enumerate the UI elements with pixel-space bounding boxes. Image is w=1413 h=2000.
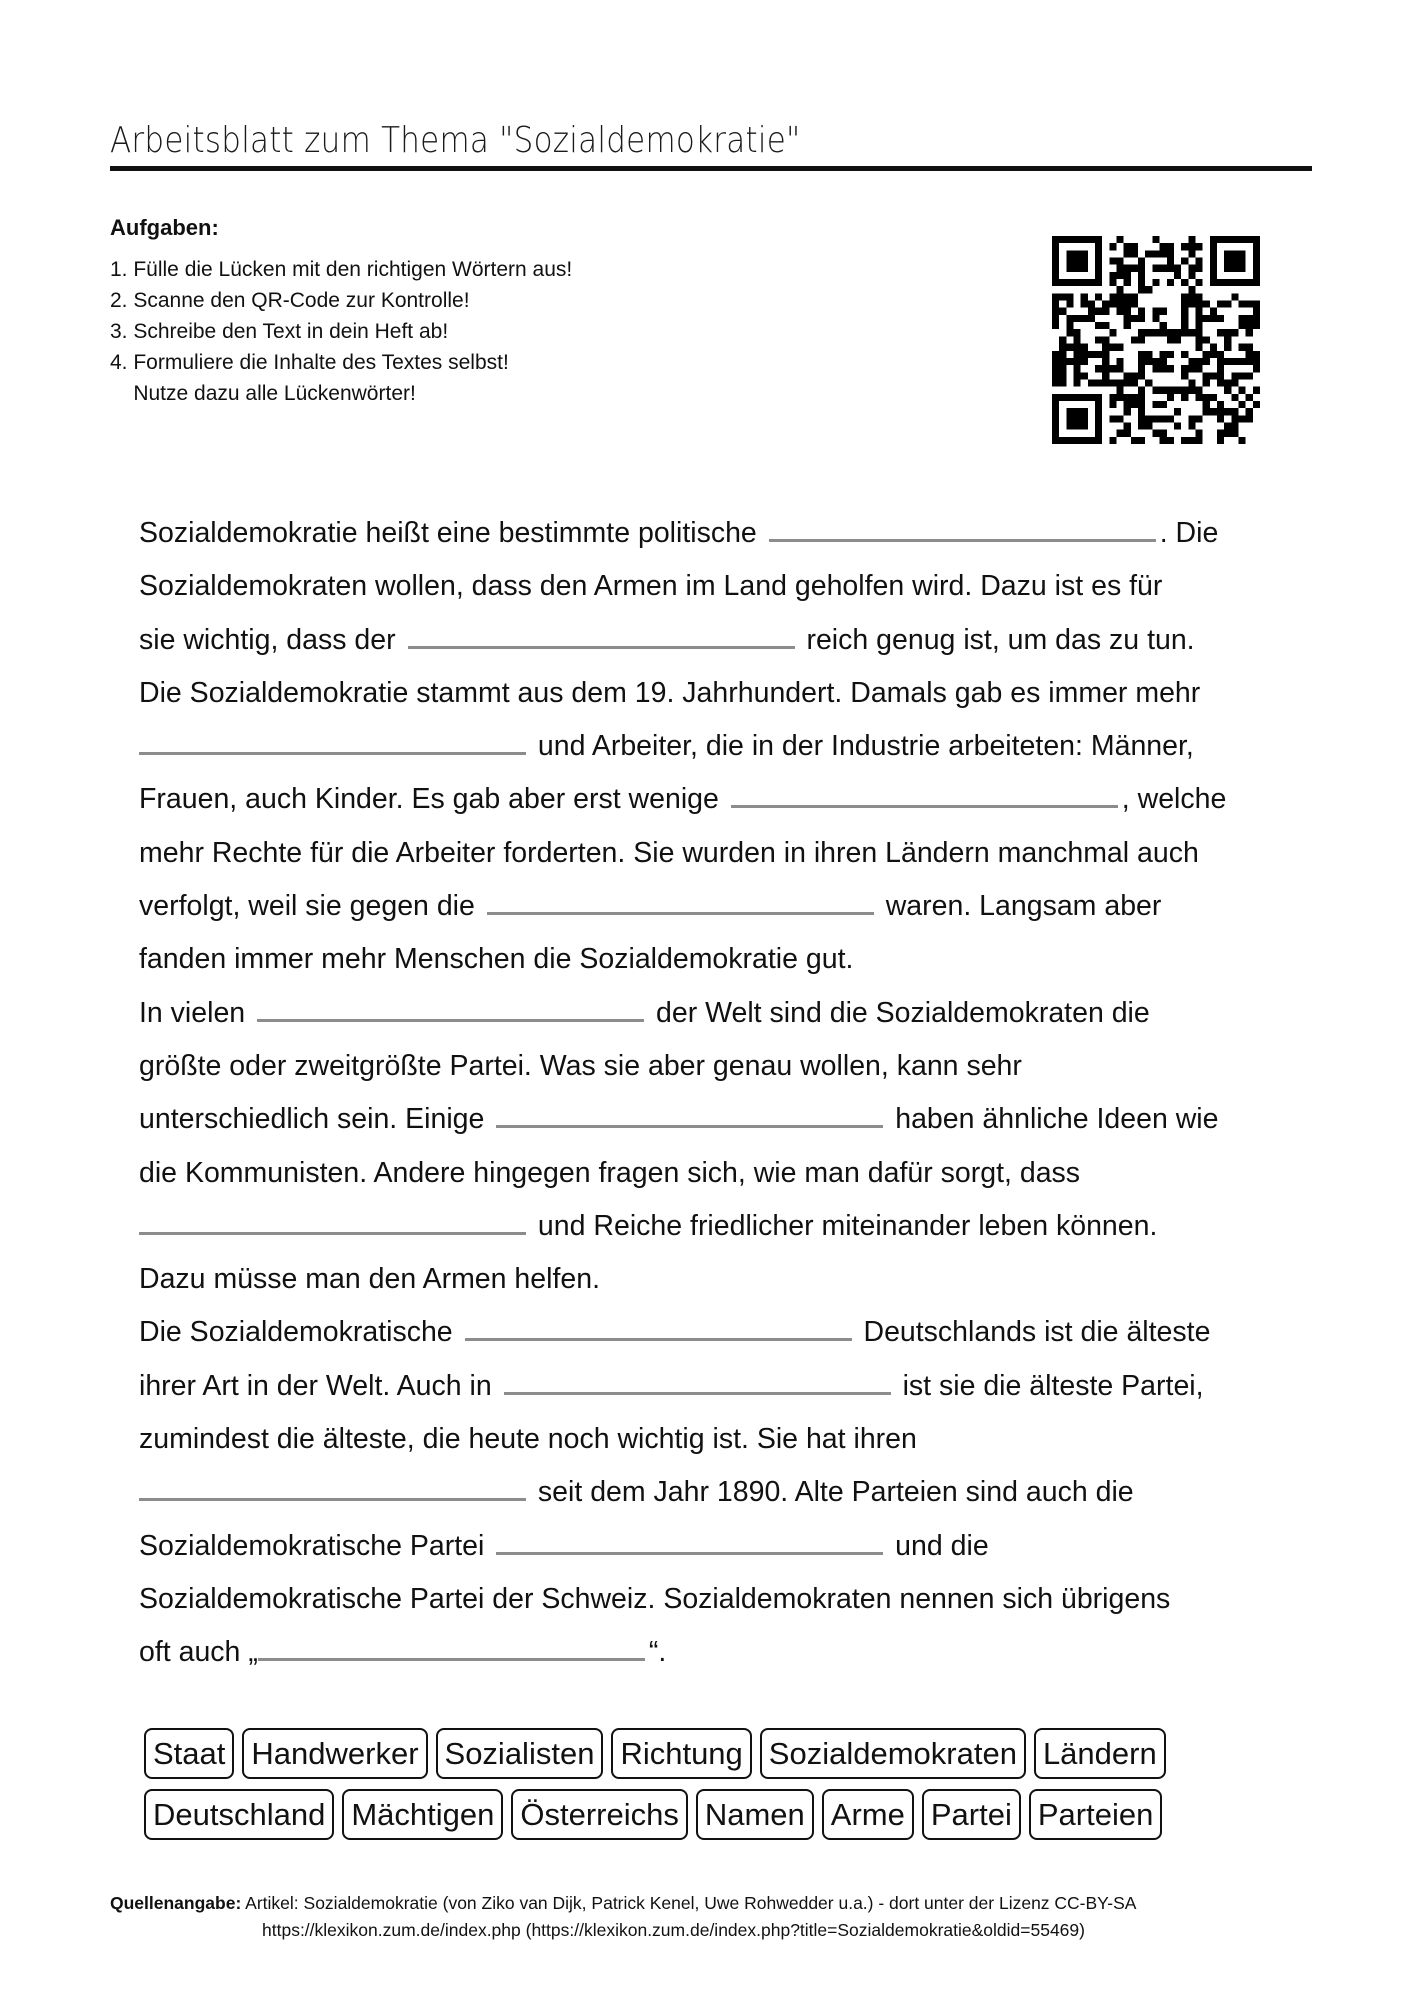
word-chip[interactable]: Richtung: [611, 1728, 751, 1779]
blank-field[interactable]: [504, 1368, 891, 1395]
word-bank: [144, 1728, 1244, 1850]
text-segment: Die Sozialdemokratische: [139, 1316, 453, 1349]
text-segment: Frauen, auch Kinder. Es gab aber erst wenige: [139, 783, 719, 816]
text-segment: waren. Langsam aber: [885, 890, 1162, 923]
blank-field[interactable]: [139, 1208, 526, 1235]
text-segment: Sozialdemokratische Partei: [139, 1529, 485, 1562]
source-label: Quellenangabe:: [110, 1893, 242, 1913]
text-segment: ist sie die älteste Partei,: [902, 1369, 1204, 1402]
text-segment: größte oder zweitgrößte Partei. Was sie aber genau wollen, kann sehr: [139, 1049, 1022, 1082]
page-title: Arbeitsblatt zum Thema "Sozialdemokratie": [110, 120, 801, 161]
word-bank-row: [144, 1728, 1244, 1780]
word-chip[interactable]: Namen: [696, 1789, 814, 1840]
text-segment: zumindest die älteste, die heute noch wichtig ist. Sie hat ihren: [139, 1423, 917, 1456]
task-item: 2. Scanne den QR-Code zur Kontrolle!: [110, 289, 470, 312]
text-segment: die Kommunisten. Andere hingegen fragen sich, wie man dafür sorgt, dass: [139, 1156, 1081, 1189]
text-segment: haben ähnliche Ideen wie: [895, 1103, 1219, 1136]
text-segment: ihrer Art in der Welt. Auch in: [139, 1369, 492, 1402]
text-segment: mehr Rechte für die Arbeiter forderten. Sie wurden in ihren Ländern manchmal auch: [139, 836, 1199, 869]
task-item: Nutze dazu alle Lückenwörter!: [110, 382, 416, 405]
blank-field[interactable]: [408, 622, 795, 649]
blank-field[interactable]: [139, 1474, 526, 1501]
blank-field[interactable]: [496, 1528, 883, 1555]
blank-field[interactable]: [139, 728, 526, 755]
task-item: 4. Formuliere die Inhalte des Textes selbst!: [110, 351, 509, 374]
text-segment: und Arbeiter, die in der Industrie arbeiteten: Männer,: [537, 730, 1194, 763]
text-segment: sie wichtig, dass der: [139, 623, 396, 656]
text-segment: seit dem Jahr 1890. Alte Parteien sind auch die: [537, 1476, 1134, 1509]
blank-field[interactable]: [496, 1101, 883, 1128]
word-chip[interactable]: Österreichs: [511, 1789, 687, 1840]
text-segment: oft auch „: [139, 1636, 258, 1669]
word-chip[interactable]: Sozialisten: [436, 1728, 604, 1779]
text-segment: unterschiedlich sein. Einige: [139, 1103, 485, 1136]
word-chip[interactable]: Ländern: [1034, 1728, 1166, 1779]
text-segment: Sozialdemokratie heißt eine bestimmte politische: [139, 517, 757, 549]
blank-field[interactable]: [769, 515, 1156, 542]
word-bank-row: [144, 1789, 1244, 1841]
word-chip[interactable]: Sozialdemokraten: [760, 1728, 1026, 1779]
source-url[interactable]: https://klexikon.zum.de/index.php (https://klexikon.zum.de/index.php?title=Sozialdemokratie&oldid=55469): [262, 1920, 1085, 1940]
text-segment: Deutschlands ist die älteste: [863, 1316, 1211, 1349]
word-chip[interactable]: Arme: [822, 1789, 914, 1840]
task-item: 1. Fülle die Lücken mit den richtigen Wörtern aus!: [110, 258, 573, 281]
task-item: 3. Schreibe den Text in dein Heft ab!: [110, 320, 449, 343]
tasks-heading: Aufgaben:: [110, 215, 219, 240]
title-divider: [110, 166, 1312, 171]
word-chip[interactable]: Staat: [144, 1728, 234, 1779]
word-chip[interactable]: Deutschland: [144, 1789, 334, 1840]
text-segment: Sozialdemokraten wollen, dass den Armen im Land geholfen wird. Dazu ist es für: [139, 570, 1163, 603]
source-text: Artikel: Sozialdemokratie (von Ziko van Dijk, Patrick Kenel, Uwe Rohwedder u.a.) - dort unter der Lizenz CC-BY-SA: [241, 1893, 1137, 1913]
text-segment: “.: [648, 1636, 667, 1669]
word-chip[interactable]: Parteien: [1029, 1789, 1162, 1840]
text-segment: fanden immer mehr Menschen die Sozialdemokratie gut.: [139, 943, 854, 976]
text-segment: , welche: [1121, 783, 1227, 816]
blank-field[interactable]: [731, 781, 1118, 808]
text-segment: reich genug ist, um das zu tun.: [806, 623, 1195, 656]
text-segment: Dazu müsse man den Armen helfen.: [139, 1263, 600, 1296]
text-segment: verfolgt, weil sie gegen die: [139, 890, 475, 923]
text-segment: und die: [895, 1529, 989, 1562]
blank-field[interactable]: [465, 1314, 852, 1341]
blank-field[interactable]: [258, 1634, 645, 1661]
qr-code-icon[interactable]: [1052, 236, 1260, 444]
text-segment: Die Sozialdemokratie stammt aus dem 19. Jahrhundert. Damals gab es immer mehr: [139, 676, 1201, 709]
text-segment: und Reiche friedlicher miteinander leben können.: [537, 1209, 1158, 1242]
word-chip[interactable]: Handwerker: [242, 1728, 427, 1779]
text-segment: Sozialdemokratische Partei der Schweiz. Sozialdemokraten nennen sich übrigens: [139, 1582, 1171, 1615]
text-segment: In vielen: [139, 996, 246, 1029]
blank-field[interactable]: [487, 888, 874, 915]
text-segment: der Welt sind die Sozialdemokraten die: [656, 996, 1150, 1029]
word-chip[interactable]: Partei: [922, 1789, 1021, 1840]
text-segment: . Die: [1159, 517, 1219, 549]
task-list: [110, 254, 1010, 409]
cloze-text: [139, 507, 1279, 1680]
blank-field[interactable]: [257, 995, 644, 1022]
word-chip[interactable]: Mächtigen: [342, 1789, 503, 1840]
source-citation: [110, 1890, 1340, 1944]
